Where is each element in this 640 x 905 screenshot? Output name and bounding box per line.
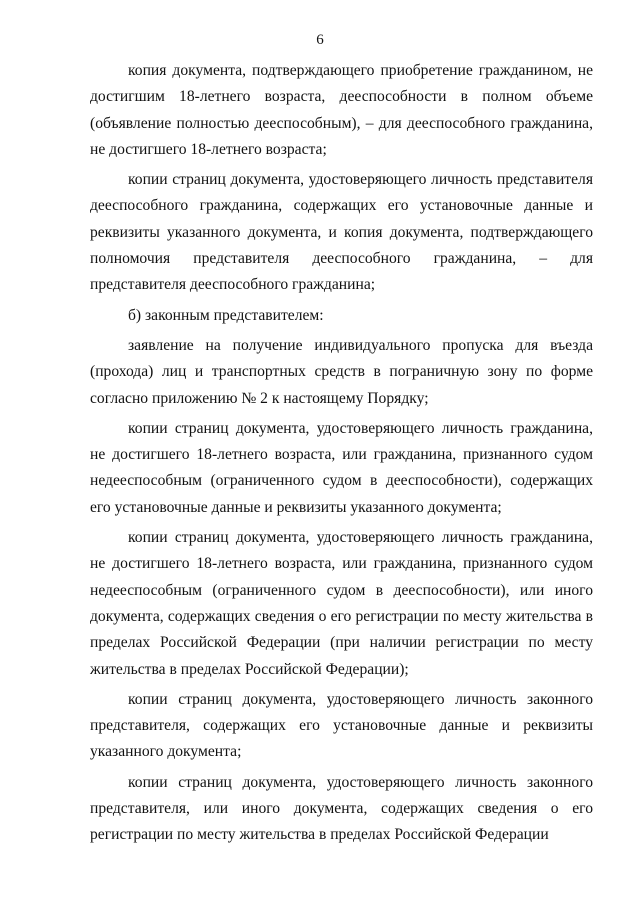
page-number: 6 xyxy=(316,32,324,48)
paragraph-6: копии страниц документа, удостоверяющего личность гражданина, не достигшего 18-летнего возраста, или гражданина, признанного судом недееспособным (ограниченного судом в дееспособности), или иного документа, содержащих сведения о его регистрации по месту жительства в пределах Российской Федерации (при наличии регистрации по месту жительства в пределах Российской Федерации); xyxy=(90,529,593,678)
paragraph-1: копия документа, подтверждающего приобретение гражданином, не достигшим 18-летнего возраста, дееспособности в полном объеме (объявление полностью дееспособным), – для дееспособного гражданина, не достигшего 18-летнего возраста; xyxy=(90,62,593,158)
paragraph-8: копии страниц документа, удостоверяющего личность законного представителя, или иного документа, содержащих сведения о его регистрации по месту жительства в пределах Российской Федерации xyxy=(90,773,593,844)
document-body xyxy=(90,58,593,849)
paragraph-5: копии страниц документа, удостоверяющего личность гражданина, не достигшего 18-летнего возраста, или гражданина, признанного судом недееспособным (ограниченного судом в дееспособности), содержащих его установочные данные и реквизиты указанного документа; xyxy=(90,419,593,516)
paragraph-7: копии страниц документа, удостоверяющего личность законного представителя, содержащих его установочные данные и реквизиты указанного документа; xyxy=(90,690,593,761)
paragraph-3: б) законным представителем: xyxy=(128,306,324,324)
paragraph-2: копии страниц документа, удостоверяющего личность представителя дееспособного гражданина, содержащих его установочные данные и реквизиты указанного документа, и копия документа, подтверждающего полномочия представителя дееспособного гражданина, – для представителя дееспособного гражданина; xyxy=(90,171,593,294)
paragraph-4: заявление на получение индивидуального пропуска для въезда (прохода) лиц и транспортных средств в пограничную зону по форме согласно приложению № 2 к настоящему Порядку; xyxy=(90,336,593,407)
